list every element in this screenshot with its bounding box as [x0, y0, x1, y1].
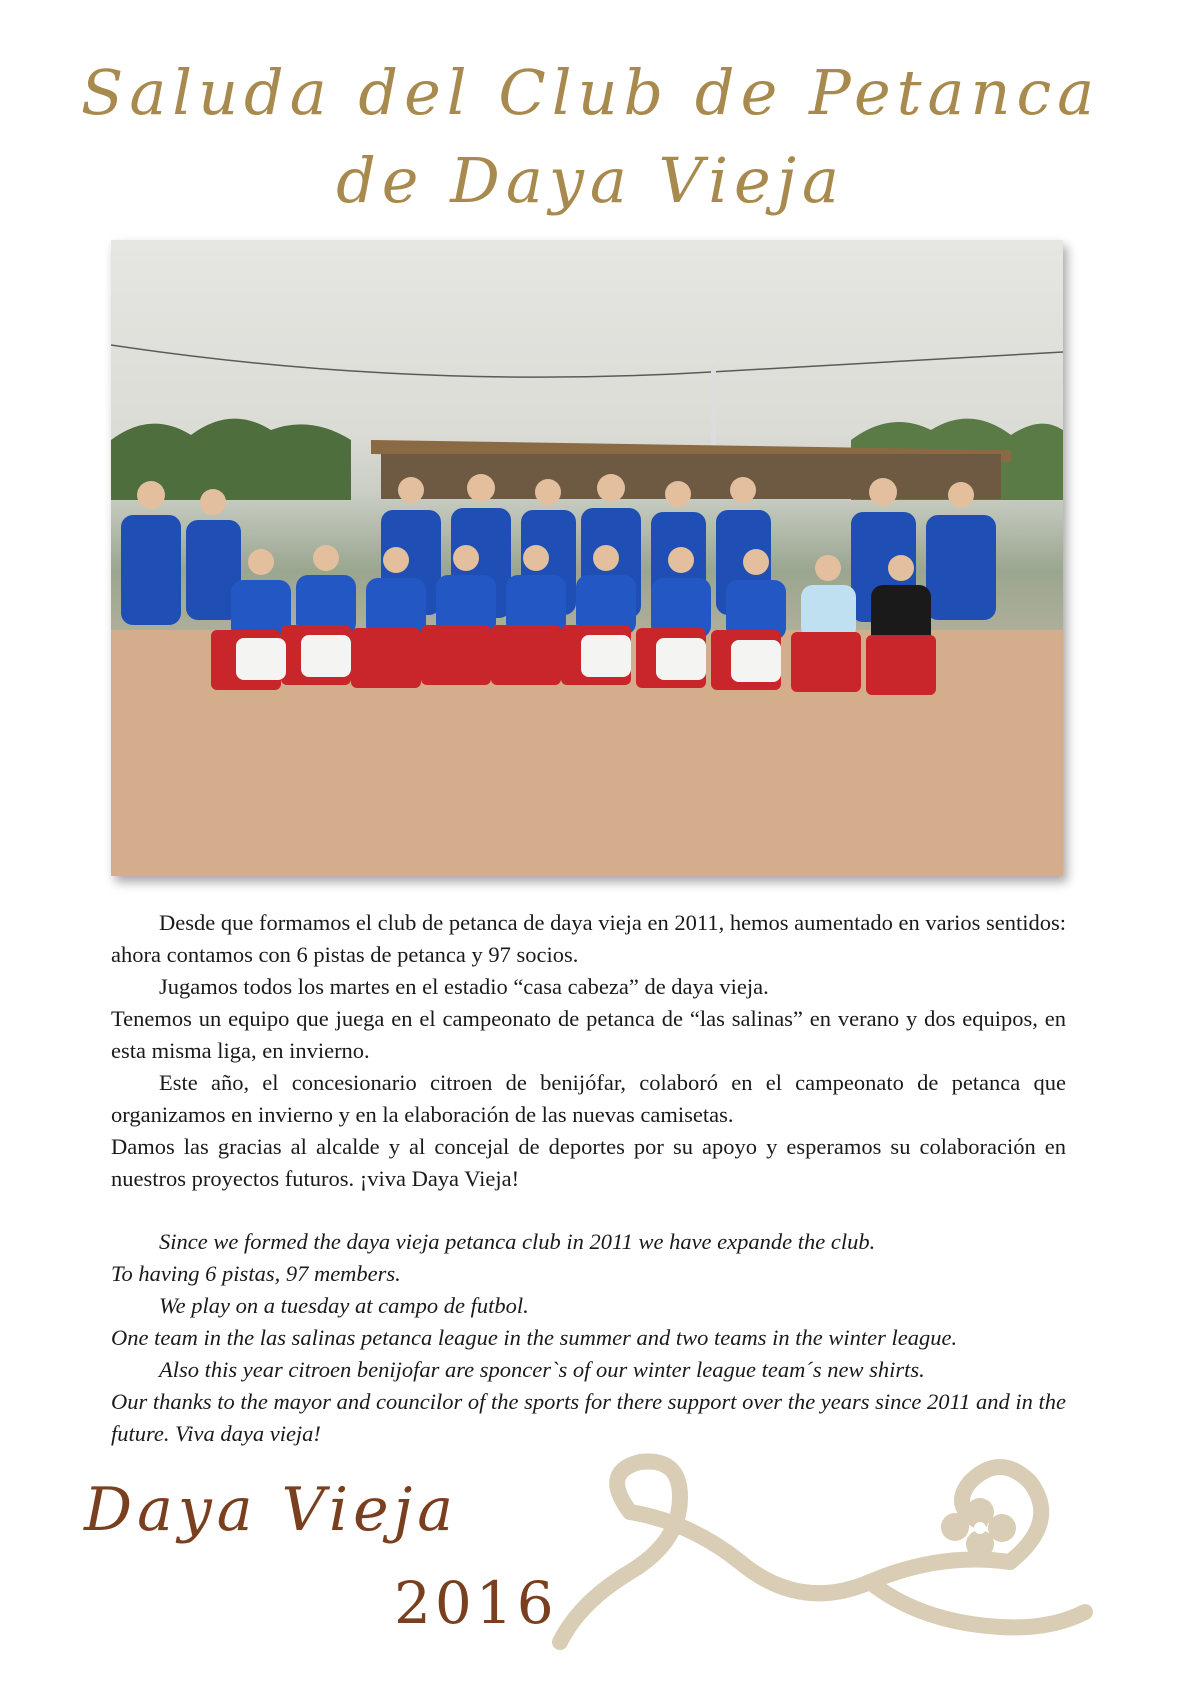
paragraph: We play on a tuesday at campo de futbol. [159, 1293, 529, 1318]
lace-ornament-icon [540, 1452, 1100, 1657]
paragraph: To having 6 pistas, 97 members. [111, 1261, 401, 1286]
english-text [111, 1226, 1066, 1450]
paragraph: Since we formed the daya vieja petanca club in 2011 we have expande the club. [159, 1229, 876, 1254]
paragraph: One team in the las salinas petanca league in the summer and two teams in the winter league. [111, 1325, 958, 1350]
page-title-line2: de Daya Vieja [336, 144, 845, 217]
paragraph: Also this year citroen benijofar are sponcer`s of our winter league team´s new shirts. [159, 1357, 925, 1382]
group-photo [111, 240, 1063, 876]
paragraph: Damos las gracias al alcalde y al concejal de deportes por su apoyo y esperamos su colaboración en nuestros proyectos futuros. ¡viva Daya Vieja! [111, 1134, 1066, 1191]
footer-title: Daya Vieja [84, 1475, 458, 1545]
page-title-line1: Saluda del Club de Petanca [80, 56, 1101, 129]
paragraph: Our thanks to the mayor and councilor of the sports for there support over the years since 2011 and in the future. Viva daya vieja! [111, 1389, 1066, 1446]
paragraph: Este año, el concesionario citroen de benijófar, colaboró en el campeonato de petanca que organizamos en invierno y en la elaboración de las nuevas camisetas. [111, 1070, 1066, 1127]
spanish-text [111, 907, 1066, 1195]
footer-year: 2016 [394, 1569, 558, 1637]
paragraph: Tenemos un equipo que juega en el campeonato de petanca de “las salinas” en verano y dos equipos, en esta misma liga, en invierno. [111, 1006, 1066, 1063]
paragraph: Jugamos todos los martes en el estadio “casa cabeza” de daya vieja. [159, 974, 769, 999]
paragraph: Desde que formamos el club de petanca de daya vieja en 2011, hemos aumentado en varios sentidos: ahora contamos con 6 pistas de petanca y 97 socios. [111, 910, 1066, 967]
